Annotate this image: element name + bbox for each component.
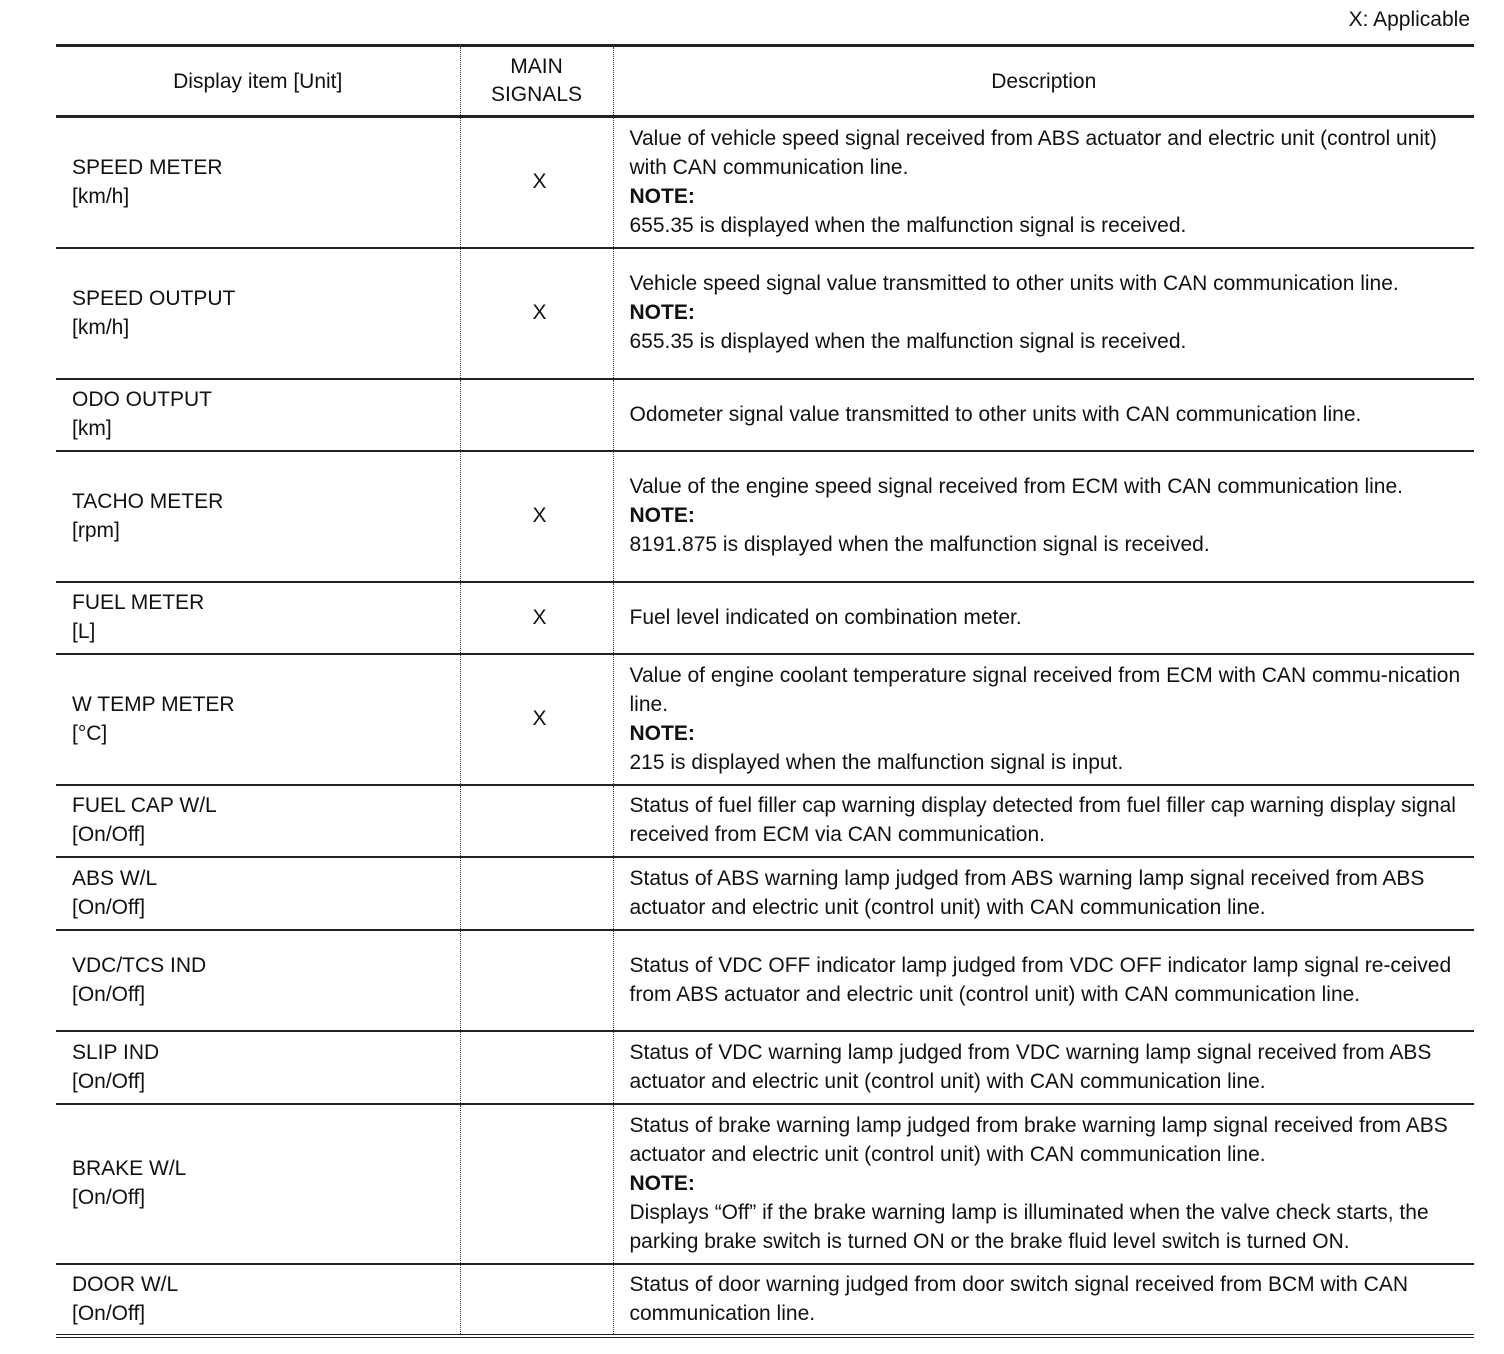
description-cell <box>613 379 1474 451</box>
note-text: Displays “Off” if the brake warning lamp is illuminated when the valve check starts, the parking brake switch is turned ON or the brake fluid level switch is turned ON. <box>629 1200 1429 1253</box>
main-signal-cell <box>460 857 613 930</box>
description-text: Value of vehicle speed signal received from ABS actuator and electric unit (control unit) with CAN communication line. <box>629 126 1437 179</box>
display-item-table <box>56 44 1474 1338</box>
description-cell <box>613 248 1474 379</box>
display-item-name: FUEL METER <box>72 591 205 614</box>
description-text: Status of VDC OFF indicator lamp judged from VDC OFF indicator lamp signal re-ceived from ABS actuator and electric unit (control unit) with CAN communication line. <box>629 953 1452 1006</box>
header-description: Description <box>613 46 1474 117</box>
display-item-cell <box>56 1264 460 1336</box>
display-item-name: VDC/TCS IND <box>72 953 207 977</box>
display-item-cell <box>56 930 460 1031</box>
table-row <box>56 930 1474 1031</box>
display-item-cell <box>56 654 460 785</box>
description-cell <box>613 117 1474 248</box>
main-signal-cell <box>460 379 613 451</box>
display-item-name: SPEED METER <box>72 155 223 179</box>
display-item-unit: [rpm] <box>72 518 120 542</box>
main-signal-cell: X <box>460 654 613 785</box>
description-cell <box>613 1031 1474 1104</box>
note-text: 215 is displayed when the malfunction signal is input. <box>629 750 1124 774</box>
display-item-unit: [On/Off] <box>72 1069 146 1093</box>
display-item-name: TACHO METER <box>72 489 224 513</box>
description-text: Fuel level indicated on combination meter. <box>629 605 1022 629</box>
table-row <box>56 654 1474 785</box>
table-body <box>56 117 1474 1336</box>
header-main-signals <box>460 46 613 117</box>
display-item-cell <box>56 857 460 930</box>
main-signal-cell: X <box>460 248 613 379</box>
table-row <box>56 582 1474 654</box>
main-signal-cell <box>460 785 613 857</box>
display-item-table-container <box>56 44 1474 1338</box>
description-cell <box>613 451 1474 582</box>
display-item-unit: [km/h] <box>72 184 130 208</box>
table-row <box>56 1031 1474 1104</box>
display-item-cell <box>56 582 460 654</box>
display-item-cell <box>56 117 460 248</box>
display-item-name: W TEMP METER <box>72 692 235 716</box>
display-item-unit: [km/h] <box>72 315 130 339</box>
display-item-name: BRAKE W/L <box>72 1157 187 1180</box>
display-item-cell <box>56 451 460 582</box>
display-item-cell <box>56 379 460 451</box>
note-label: NOTE: <box>629 1171 695 1195</box>
header-row <box>56 46 1474 117</box>
description-cell <box>613 1104 1474 1264</box>
display-item-cell <box>56 785 460 857</box>
display-item-unit: [On/Off] <box>72 895 146 919</box>
display-item-cell <box>56 1031 460 1104</box>
description-text: Value of the engine speed signal received from ECM with CAN communication line. <box>629 475 1403 498</box>
description-text: Status of fuel filler cap warning display detected from fuel filler cap warning display signal received from ECM via CAN communication. <box>629 794 1456 846</box>
note-label: NOTE: <box>629 504 695 527</box>
main-signal-cell <box>460 930 613 1031</box>
header-main-signals-line1: MAIN <box>510 55 563 78</box>
description-cell <box>613 1264 1474 1336</box>
main-signal-cell <box>460 1031 613 1104</box>
description-cell <box>613 654 1474 785</box>
description-cell <box>613 857 1474 930</box>
display-item-name: FUEL CAP W/L <box>72 794 217 817</box>
description-cell <box>613 930 1474 1031</box>
table-row <box>56 785 1474 857</box>
description-cell <box>613 582 1474 654</box>
display-item-cell <box>56 248 460 379</box>
table-header <box>56 46 1474 117</box>
table-row <box>56 857 1474 930</box>
description-text: Status of brake warning lamp judged from brake warning lamp signal received from ABS actuator and electric unit (control unit) with CAN communication line. <box>629 1113 1448 1166</box>
main-signal-cell: X <box>460 451 613 582</box>
note-text: 655.35 is displayed when the malfunction signal is received. <box>629 330 1187 353</box>
display-item-name: SLIP IND <box>72 1040 160 1064</box>
header-display-item: Display item [Unit] <box>56 46 460 117</box>
note-text: 655.35 is displayed when the malfunction signal is received. <box>629 213 1187 237</box>
description-text: Status of door warning judged from door switch signal received from BCM with CAN communication line. <box>629 1272 1408 1325</box>
table-row <box>56 117 1474 248</box>
display-item-unit: [km] <box>72 417 112 440</box>
display-item-name: SPEED OUTPUT <box>72 286 236 310</box>
header-main-signals-line2: SIGNALS <box>490 83 583 106</box>
display-item-unit: [On/Off] <box>72 823 146 846</box>
display-item-unit: [On/Off] <box>72 982 146 1006</box>
main-signal-cell: X <box>460 582 613 654</box>
table-row <box>56 379 1474 451</box>
description-text: Status of ABS warning lamp judged from ABS warning lamp signal received from ABS actuator and electric unit (control unit) with CAN communication line. <box>629 866 1425 919</box>
display-item-unit: [On/Off] <box>72 1301 146 1325</box>
main-signal-cell <box>460 1264 613 1336</box>
table-row <box>56 1264 1474 1336</box>
description-cell <box>613 785 1474 857</box>
display-item-name: ODO OUTPUT <box>72 388 212 411</box>
description-text: Value of engine coolant temperature signal received from ECM with CAN commu-nication line. <box>629 663 1461 716</box>
table-row <box>56 248 1474 379</box>
table-row <box>56 1104 1474 1264</box>
display-item-name: DOOR W/L <box>72 1272 179 1296</box>
table-row <box>56 451 1474 582</box>
description-text: Odometer signal value transmitted to other units with CAN communication line. <box>629 402 1362 426</box>
main-signal-cell <box>460 1104 613 1264</box>
note-label: NOTE: <box>629 721 695 745</box>
note-label: NOTE: <box>629 184 695 208</box>
main-signal-cell: X <box>460 117 613 248</box>
display-item-name: ABS W/L <box>72 866 158 890</box>
display-item-unit: [L] <box>72 620 96 643</box>
display-item-unit: [°C] <box>72 721 108 745</box>
note-text: 8191.875 is displayed when the malfunction signal is received. <box>629 533 1210 556</box>
description-text: Vehicle speed signal value transmitted to other units with CAN communication line. <box>629 272 1399 295</box>
applicable-legend: X: Applicable <box>1348 8 1470 31</box>
note-label: NOTE: <box>629 301 695 324</box>
display-item-cell <box>56 1104 460 1264</box>
display-item-unit: [On/Off] <box>72 1186 146 1209</box>
description-text: Status of VDC warning lamp judged from VDC warning lamp signal received from ABS actuator and electric unit (control unit) with CAN communication line. <box>629 1040 1432 1093</box>
